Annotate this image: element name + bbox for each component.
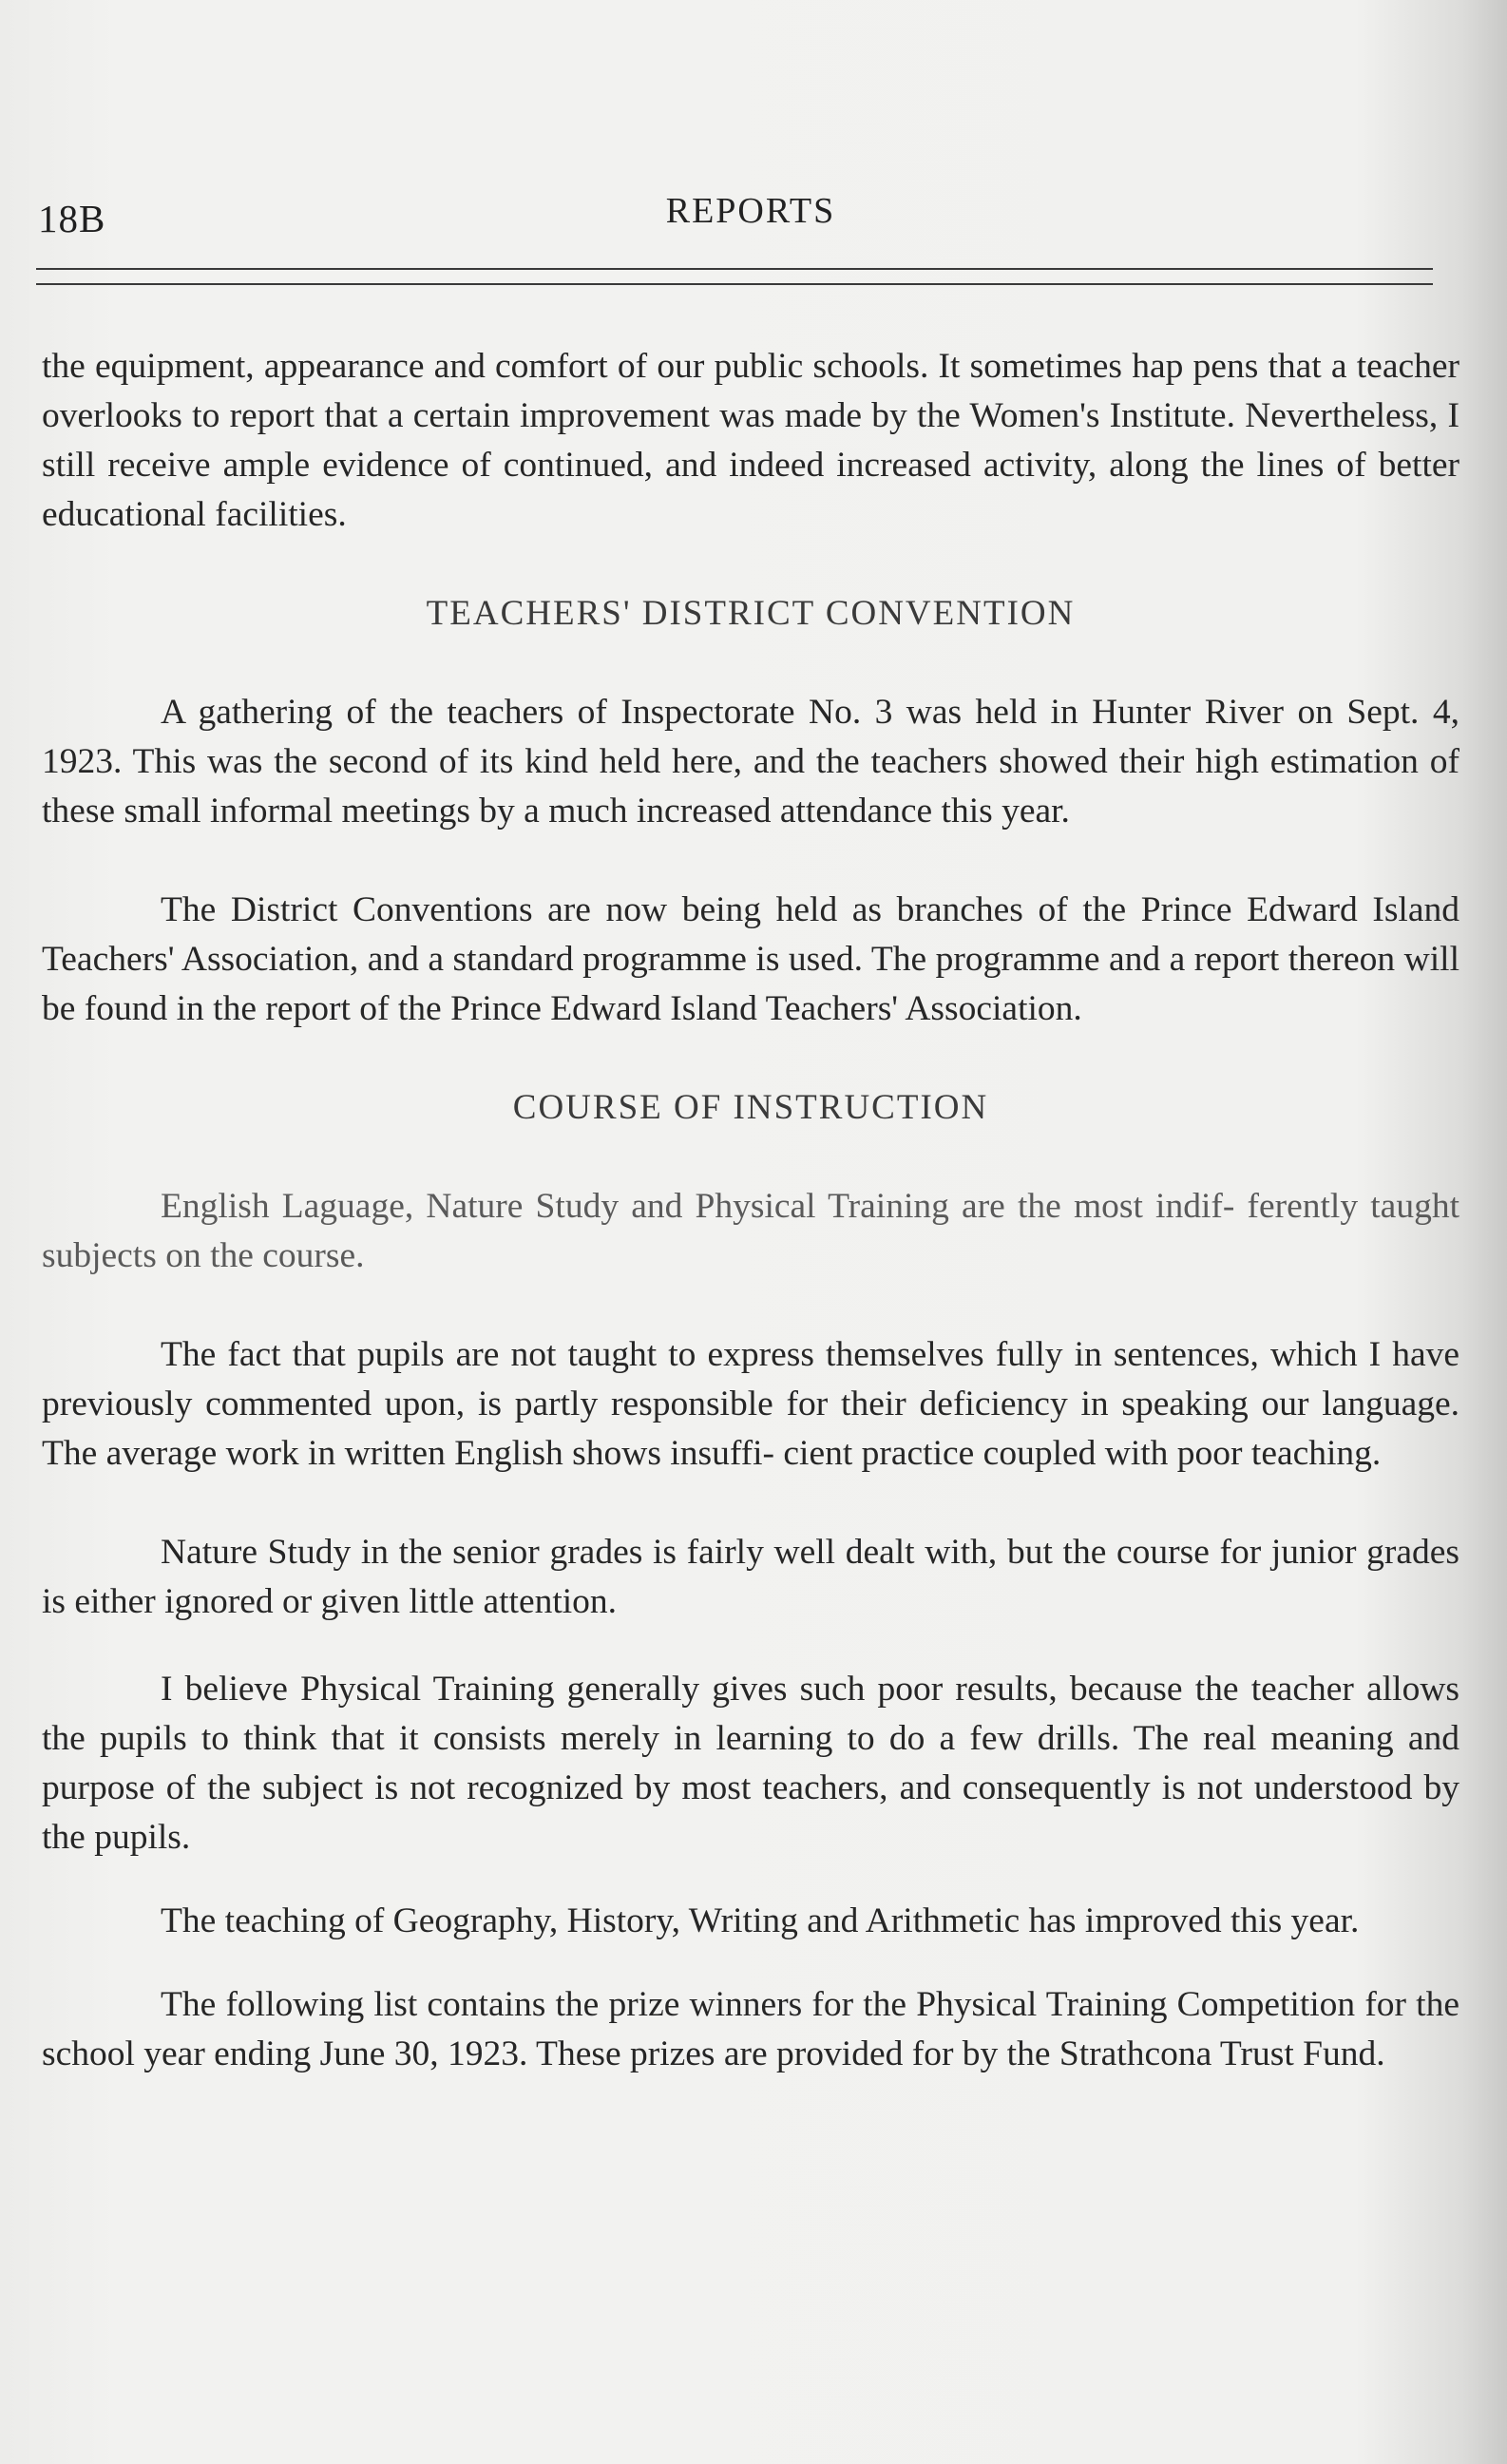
section-heading-course-of-instruction: COURSE OF INSTRUCTION <box>512 1088 989 1127</box>
page-number: 18B <box>38 197 106 240</box>
section-heading-teachers-convention: TEACHERS' DISTRICT CONVENTION <box>426 594 1076 633</box>
paragraph-physical-training: I believe Physical Training generally gives such poor results, because the teacher allows the pupils to think that it consists merely in learning to do a few drills. The real meaning and purpose of the subject is not recognized by most teachers, and consequently is not understood by the pupils. <box>42 1670 1459 1857</box>
paragraph-indifferently-taught: English Laguage, Nature Study and Physical Training are the most indif- ferently taught subjects on the course. <box>42 1187 1459 1275</box>
paragraph-district-conventions: The District Conventions are now being held as branches of the Prince Edward Island Teachers' Association, and a standard programme is used. The programme and a report thereon will be found in the report of the Prince Edward Island Teachers' Association. <box>42 890 1459 1028</box>
paragraph-nature-study: Nature Study in the senior grades is fairly well dealt with, but the course for junior grades is either ignored or given little attention. <box>42 1533 1459 1621</box>
page-header <box>38 190 1463 247</box>
running-head: REPORTS <box>665 191 836 231</box>
paragraph-school-improvements: the equipment, appearance and comfort of our public schools. It sometimes hap pens that a teacher overlooks to report that a certain improvement was made by the Women's Institute. Nevertheless, I still receive ample evidence of continued, and indeed increased activity, along the lines of better educational facilities. <box>42 347 1459 534</box>
document-body <box>42 342 1459 2079</box>
paragraph-geography-history: The teaching of Geography, History, Writing and Arithmetic has improved this year. <box>161 1901 1360 1940</box>
paragraph-hunter-river-gathering: A gathering of the teachers of Inspectorate No. 3 was held in Hunter River on Sept. 4, 1923. This was the second of its kind held here, and the teachers showed their high estimation of these small informal meetings by a much increased attendance this year. <box>42 693 1459 831</box>
paragraph-prize-winners: The following list contains the prize winners for the Physical Training Competition for the school year ending June 30, 1923. These prizes are provided for by the Strathcona Trust Fund. <box>42 1985 1459 2073</box>
paragraph-expressing-sentences: The fact that pupils are not taught to express themselves fully in sentences, which I have previously commented upon, is partly responsible for their deficiency in speaking our language. The average work in written English shows insuffi- cient practice coupled with poor teaching. <box>42 1335 1459 1473</box>
header-double-rule <box>36 268 1433 285</box>
